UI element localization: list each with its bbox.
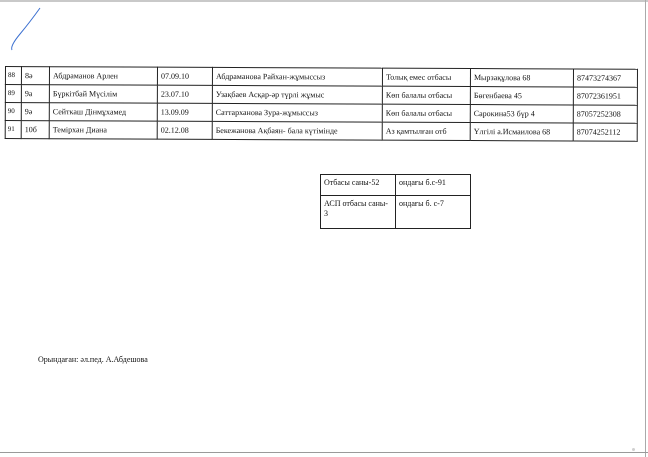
- table-row: [5, 121, 637, 142]
- student-number-cell: 89: [5, 85, 21, 103]
- phone-cell: 87473274367: [573, 69, 637, 87]
- pen-stroke-mark: [0, 0, 60, 60]
- birth-date-cell: 02.12.08: [157, 121, 212, 139]
- student-name-cell: Бүркітбай Мүсілім: [49, 85, 157, 103]
- family-type-cell: Көп балалы отбасы: [382, 86, 470, 104]
- birth-date-cell: 07.09.10: [157, 67, 212, 85]
- asp-children-value: ондағы б. с-7: [396, 196, 471, 229]
- grade-cell: 9а: [21, 85, 49, 103]
- grade-cell: 10б: [21, 121, 49, 139]
- grade-cell: 8ә: [21, 67, 49, 85]
- phone-cell: 87072361951: [573, 87, 637, 105]
- student-name-cell: Сейткаш Дінмұхамед: [49, 103, 157, 121]
- signature-line: Орындаған: әл.пед. А.Абдешова: [38, 355, 148, 364]
- address-cell: Сарокина53 бүр 4: [470, 105, 573, 123]
- birth-date-cell: 23.07.10: [157, 85, 212, 103]
- parent-info-cell: Абдраманова Райхан-жұмыссыз: [212, 67, 382, 86]
- parent-info-cell: Саттарханова Зура-жұмыссыз: [212, 103, 382, 122]
- birth-date-cell: 13.09.09: [157, 103, 212, 121]
- asp-count-label: АСП отбасы саны- 3: [321, 196, 396, 229]
- table-row: [5, 103, 637, 124]
- student-name-cell: Абдраманов Арлен: [49, 67, 157, 85]
- families-count-label: Отбасы саны-52: [321, 175, 396, 196]
- student-number-cell: 88: [5, 67, 21, 85]
- student-number-cell: 91: [5, 121, 21, 139]
- table-row: [5, 85, 637, 106]
- phone-cell: 87074252112: [573, 123, 637, 141]
- address-cell: Мырзақұлова 68: [470, 69, 573, 87]
- scan-speck: [632, 448, 635, 451]
- family-type-cell: Аз қамтылған отб: [382, 122, 470, 140]
- grade-cell: 9ә: [21, 103, 49, 121]
- student-name-cell: Темірхан Диана: [49, 121, 157, 139]
- address-cell: Бөгенбаева 45: [470, 87, 573, 105]
- family-type-cell: Көп балалы отбасы: [382, 104, 470, 122]
- phone-cell: 87057252308: [573, 105, 637, 123]
- summary-row-families: [321, 175, 471, 196]
- family-type-cell: Толық емес отбасы: [382, 68, 470, 86]
- families-children-value: ондағы б.с-91: [396, 175, 471, 196]
- table-row: [5, 67, 637, 88]
- student-number-cell: 90: [5, 103, 21, 121]
- summary-table: [320, 174, 471, 229]
- students-table: [5, 66, 638, 142]
- parent-info-cell: Узақбаев Асқар-әр түрлі жұмыс: [212, 85, 382, 104]
- page-edge-right: [645, 0, 646, 457]
- parent-info-cell: Бекежанова Ақбаян- бала күтімінде: [212, 121, 382, 140]
- page-edge-top: [0, 0, 648, 2]
- address-cell: Үлгілі а.Исмаилова 68: [470, 123, 573, 141]
- page-edge-bottom: [0, 452, 648, 453]
- summary-row-asp: [321, 196, 471, 229]
